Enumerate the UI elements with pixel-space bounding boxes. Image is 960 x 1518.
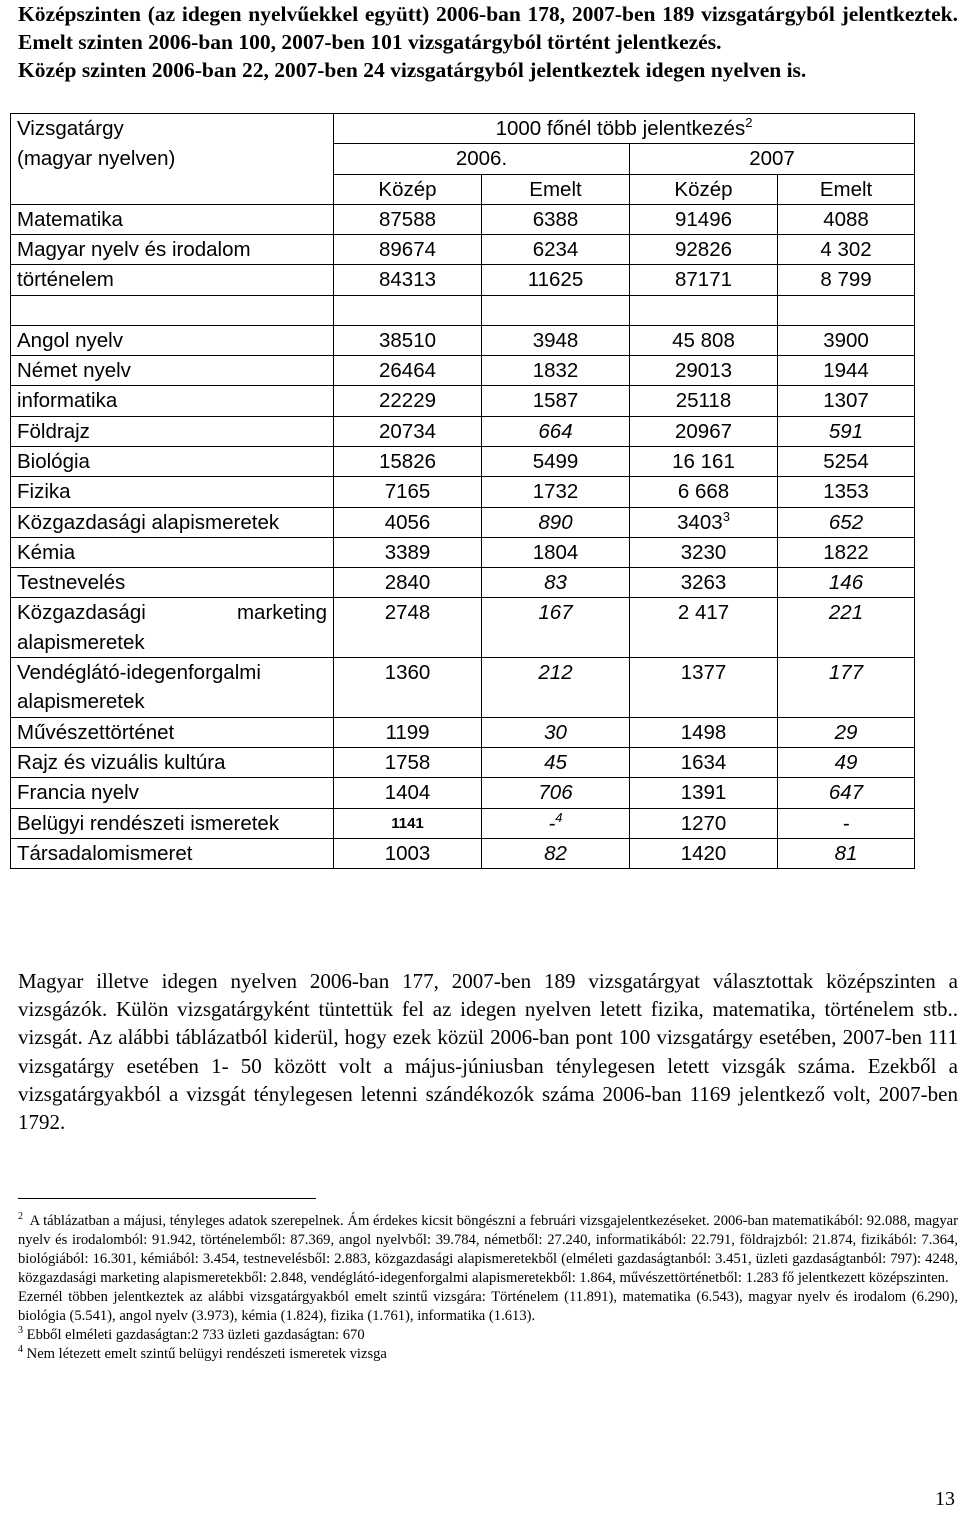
value-cell [778,204,915,234]
value: - [548,811,556,835]
table-row [11,325,915,355]
value-cell [334,747,482,777]
value: 4088 [823,207,869,231]
value-cell [334,808,482,838]
value-cell [630,808,778,838]
footnote-2-extra: Ezernél többen jelentkeztek az alábbi vizsgatárgyakból emelt szintű vizsgára: Történelem (11.891), matematika (6.543), magyar nyelv és irodalom (6.290), biológia (5.541), angol nyelv (3.973), kémia (1.824), fizika (1.761), informatika (1.613). [18,1289,958,1324]
value-cell [778,356,915,386]
value-cell [482,416,630,446]
value: 1377 [680,661,727,685]
subject-cell: Belügyi rendészeti ismeretek [11,808,334,838]
value-cell [334,325,482,355]
spacer-cell [11,295,334,325]
spacer-cell [778,295,915,325]
subject-cell: Közgazdasági marketing alapismeretek [11,598,334,658]
header-row [11,114,915,144]
value-cell [482,747,630,777]
subject-cell: Fizika [11,477,334,507]
value-cell [334,446,482,476]
table-row [11,446,915,476]
value: 3230 [680,540,727,564]
value: 45 808 [672,328,735,352]
value: 647 [828,781,864,805]
subject-cell: Magyar nyelv és irodalom [11,235,334,265]
value-cell [334,416,482,446]
value: 84313 [378,268,436,292]
value-cell [334,507,482,537]
value-cell [778,808,915,838]
intro-paragraph-1: Középszinten (az idegen nyelvűekkel együtt) 2006-ban 178, 2007-ben 189 vizsgatárgyból jelentkeztek. Emelt szinten 2006-ban 100, 2007-ben 101 vizsgatárgyból történt jelentkezés. [18,2,958,54]
year-2007-header: 2007 [630,144,915,174]
value: 1353 [823,480,869,504]
value: 1944 [823,359,869,383]
value-cell [778,265,915,295]
value-cell [482,386,630,416]
value: 1822 [823,540,869,564]
level-header: Emelt [778,174,915,204]
intro-text [18,0,958,84]
footnote-ref: 3 [722,508,730,524]
value-cell [482,477,630,507]
value-cell [778,717,915,747]
value-cell [482,568,630,598]
top-header-label: 1000 főnél több jelentkezés [495,117,746,140]
year-2006-header: 2006. [334,144,630,174]
exam-subjects-table [10,113,915,869]
value-cell [334,356,482,386]
value-cell [334,778,482,808]
value: 890 [538,510,573,534]
value: 1732 [532,480,579,504]
table-row [11,568,915,598]
value-cell [482,838,630,868]
subject-cell: Német nyelv [11,356,334,386]
page-number: 13 [935,1488,955,1510]
value: 1404 [384,781,431,805]
value-cell [334,658,482,718]
value: 29 [834,720,858,744]
subject-cell: Testnevelés [11,568,334,598]
table-row [11,778,915,808]
subject-cell: Matematika [11,204,334,234]
value: 3389 [384,540,431,564]
spacer-cell [482,295,630,325]
value: 6388 [532,207,579,231]
value: 20734 [378,419,436,443]
value: 45 [544,750,567,774]
value: 1634 [680,750,727,774]
value: 591 [828,419,864,443]
value: 1587 [532,389,579,413]
value: 81 [834,841,858,865]
value-cell [630,568,778,598]
footnote-3-text: Ebből elméleti gazdaságtan:2 733 üzleti gazdaságtan: 670 [26,1327,365,1343]
value: 15826 [378,449,436,473]
subject-cell: Közgazdasági alapismeretek [11,507,334,537]
footnote-3-mark: 3 [18,1325,23,1337]
level-header: Emelt [482,174,630,204]
subject-cell: Művészettörténet [11,717,334,747]
table-row [11,386,915,416]
value-cell [630,507,778,537]
value: 89674 [378,238,436,262]
footnote-ref: 2 [745,115,753,131]
spacer-row [11,295,915,325]
value: 221 [828,601,864,625]
table-row [11,658,915,718]
table-row [11,416,915,446]
table-row [11,838,915,868]
table-row [11,598,915,658]
value: 4 302 [820,238,872,262]
subject-cell: Földrajz [11,416,334,446]
value-cell [778,658,915,718]
value-cell [334,537,482,567]
table-row [11,235,915,265]
value: 6234 [532,238,579,262]
value-cell [630,598,778,658]
subject-header-2: (magyar nyelven) [11,144,334,174]
spacer-cell [630,295,778,325]
table-row [11,717,915,747]
value: 4056 [384,510,431,534]
table-row [11,265,915,295]
table-body [11,114,915,869]
table-row [11,477,915,507]
value-cell [334,598,482,658]
value-cell [334,568,482,598]
value: 87171 [674,268,732,292]
table-row [11,808,915,838]
value-cell [630,204,778,234]
table-row [11,747,915,777]
value-cell [630,416,778,446]
value-cell [630,838,778,868]
value-cell [334,204,482,234]
value-cell [778,778,915,808]
value: 1141 [391,814,424,832]
value-cell [778,507,915,537]
value: 91496 [674,207,732,231]
value: 3403 [677,510,723,534]
value-cell [630,325,778,355]
subject-cell: Vendéglátó-idegenforgalmi alapismeretek [11,658,334,718]
footnote-2-mark: 2 [18,1211,23,1223]
value-cell [334,235,482,265]
footnote-separator [18,1198,316,1199]
level-header: Közép [334,174,482,204]
value: 82 [544,841,567,865]
subject-cell: történelem [11,265,334,295]
value: 6 668 [677,480,730,504]
value-cell [630,537,778,567]
value: 652 [828,510,864,534]
subject-cell: Kémia [11,537,334,567]
value: 16 161 [672,449,735,473]
value: 49 [834,750,858,774]
value: 1391 [680,781,727,805]
subject-cell: Rajz és vizuális kultúra [11,747,334,777]
value: 1360 [384,661,431,685]
value-cell [778,416,915,446]
footnote-3 [18,1326,958,1345]
level-header-row [11,174,915,204]
value: 1270 [680,811,727,835]
value: 5254 [823,449,869,473]
value-cell [778,446,915,476]
value-cell [482,235,630,265]
table-row [11,537,915,567]
value: 1498 [680,720,727,744]
subject-cell: Biológia [11,446,334,476]
footnote-ref: 4 [555,809,563,825]
value: 2840 [384,571,431,595]
value: - [842,811,850,835]
value-cell [482,658,630,718]
value-cell [630,717,778,747]
subject-cell: Angol nyelv [11,325,334,355]
value: 706 [538,781,573,805]
value-cell [630,446,778,476]
value-cell [778,537,915,567]
footnotes [18,1212,958,1364]
value: 1758 [384,750,431,774]
value-cell [334,717,482,747]
value-cell [334,386,482,416]
subject-header: Vizsgatárgy [11,114,334,144]
value-cell [482,778,630,808]
value: 7165 [384,480,431,504]
value: 167 [538,601,573,625]
footnote-2-text: A táblázatban a májusi, tényleges adatok szerepelnek. Ám érdekes kicsit böngészni a februári vizsgajelentkezéseket. 2006-ban matematikából: 92.088, magyar nyelv és irodalomból: 91.942, történelemből: 87.369, angol nyelvből: 39.784, németből: 27.240, informatikából: 22.791, földrajzból: 21.874, fizikából: 7.364, biológiából: 16.301, kémiából: 3.454, testnevelésből: 2.883, közgazdasági alapismeretekből (elméleti gazdaságtanból: 3.451, üzleti gazdaságtanból: 797): 4248, közgazdasági marketing alapismeretekből: 2.848, vendéglátó-idegenforgalmi alapismeretekből: 1.864, művészettörténetből: 1.283 fő jelentkezett középszinten. [18,1213,958,1286]
value-cell [482,356,630,386]
value: 26464 [378,359,436,383]
subject-cell: Francia nyelv [11,778,334,808]
value-cell [778,386,915,416]
value: 664 [538,419,573,443]
body-paragraph: Magyar illetve idegen nyelven 2006-ban 177, 2007-ben 189 vizsgatárgyat választottak középszinten a vizsgázók. Külön vizsgatárgyként tüntettük fel az idegen nyelven letett fizika, matematika, történelem stb.. vizsgát. Az alábbi táblázatból kiderül, hogy ezek közül 2006-ban pont 100 vizsgatárgy esetében, 2007-ben 111 vizsgatárgy esetében 1- 50 között volt a május-júniusban ténylegesen letett vizsgák száma. Ezekből a vizsgatárgyakból a vizsgát ténylegesen letenni szándékozók száma 2006-ban 1169 jelentkező volt, 2007-ben 1792. [18,969,958,1135]
value-cell [482,537,630,567]
value-cell [778,325,915,355]
value-cell [778,598,915,658]
value-cell [630,356,778,386]
table-row [11,507,915,537]
value-cell [482,808,630,838]
value: 2748 [384,601,431,625]
value: 87588 [378,207,436,231]
value: 92826 [674,238,732,262]
table-row [11,204,915,234]
footnote-4-text: Nem létezett emelt szintű belügyi rendészeti ismeretek vizsga [26,1346,387,1362]
subject-cell: informatika [11,386,334,416]
value-cell [334,477,482,507]
value: 1832 [532,359,579,383]
value-cell [334,265,482,295]
value: 83 [544,571,567,595]
value: 212 [538,661,573,685]
value-cell [482,507,630,537]
value-cell [482,325,630,355]
value: 1199 [385,720,430,744]
value: 1420 [680,841,727,865]
value: 11625 [527,268,584,292]
value: 25118 [675,389,732,413]
footnote-4-mark: 4 [18,1344,23,1356]
value: 8 799 [820,268,872,292]
value: 146 [828,571,864,595]
value: 3900 [823,328,869,352]
value: 3948 [532,328,579,352]
subject-header-blank [11,174,334,204]
body-paragraph-block [18,967,958,1136]
value: 1804 [532,540,579,564]
value-cell [630,778,778,808]
footnote-4 [18,1345,958,1364]
value-cell [778,235,915,265]
footnote-2 [18,1212,958,1288]
value-cell [630,658,778,718]
value: 30 [544,720,567,744]
value: 22229 [378,389,436,413]
value-cell [482,598,630,658]
value: 29013 [674,359,732,383]
intro-paragraph-2: Közép szinten 2006-ban 22, 2007-ben 24 vizsgatárgyból jelentkeztek idegen nyelven is. [18,58,807,82]
value: 20967 [674,419,732,443]
value-cell [630,477,778,507]
value-cell [482,204,630,234]
top-header [334,114,915,144]
value-cell [630,235,778,265]
subject-cell: Társadalomismeret [11,838,334,868]
value-cell [778,747,915,777]
level-header: Közép [630,174,778,204]
spacer-cell [334,295,482,325]
value-cell [630,747,778,777]
value-cell [630,386,778,416]
value: 5499 [532,449,579,473]
value: 38510 [378,328,436,352]
value: 1003 [384,841,431,865]
value-cell [482,717,630,747]
value: 2 417 [677,601,730,625]
value-cell [778,568,915,598]
value: 3263 [680,571,727,595]
value: 177 [828,661,864,685]
value-cell [482,265,630,295]
year-header-row [11,144,915,174]
value: 1307 [823,389,869,413]
table-row [11,356,915,386]
value-cell [778,477,915,507]
value-cell [334,838,482,868]
value-cell [778,838,915,868]
value-cell [630,265,778,295]
value-cell [482,446,630,476]
